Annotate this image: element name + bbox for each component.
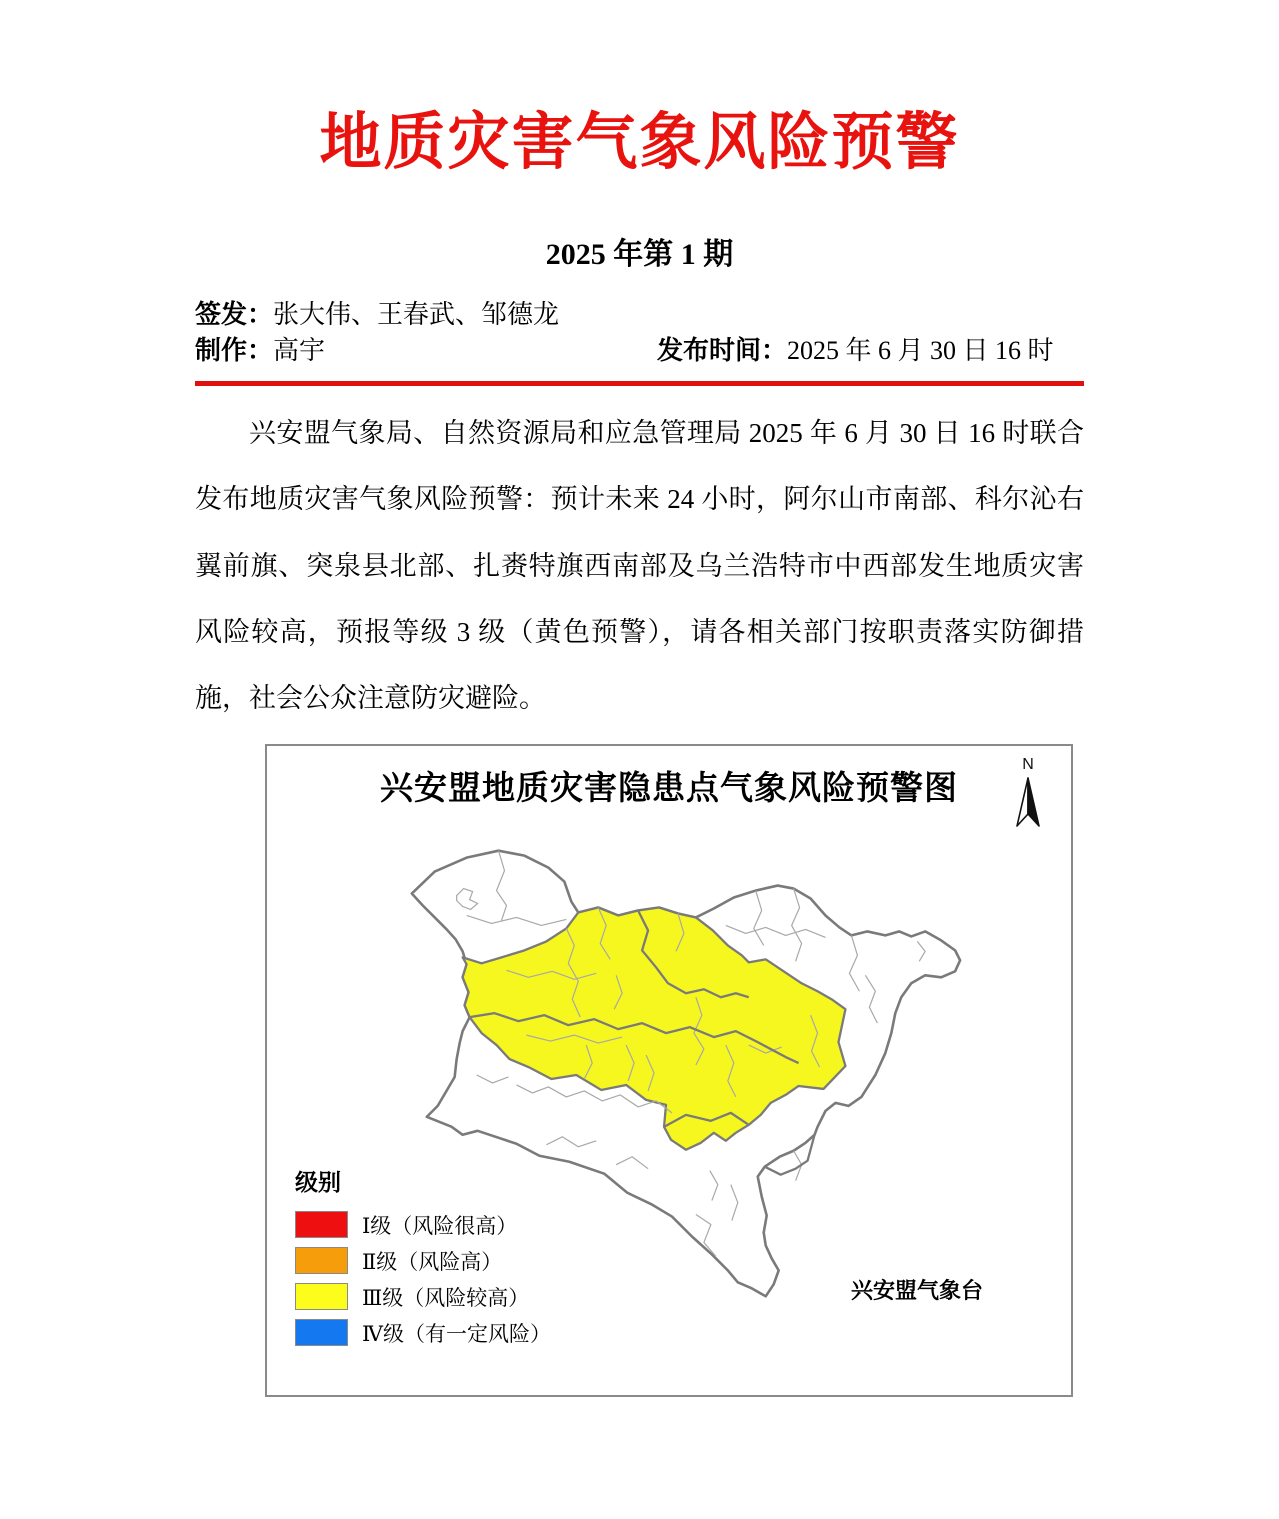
body-paragraph: 兴安盟气象局、自然资源局和应急管理局 2025 年 6 月 30 日 16 时联合发布地质灾害气象风险预警：预计未来 24 小时，阿尔山市南部、科尔沁右翼前旗、突泉县北部、扎赉特旗西南部及乌兰浩特市中西部发生地质灾害风险较高，预报等级 3 级（黄色预警），请各相关部门按职责落实防御措施，社会公众注意防灾避险。 [195,417,1084,714]
sign-names: 张大伟、王春武、邹德龙 [273,299,560,329]
level3-label: Ⅲ级（风险较高） [362,1285,530,1310]
sign-label: 签发： [195,299,274,329]
legend-item-level3 [295,1283,551,1311]
level4-label: Ⅳ级（有一定风险） [362,1321,551,1346]
warning-map-figure [265,744,1073,1397]
north-arrow-icon [1011,774,1045,832]
meta-block [195,297,1084,369]
legend-item-level2 [295,1247,551,1275]
level1-color-swatch [295,1211,348,1238]
level2-color-swatch [295,1247,348,1274]
producer-group [195,336,325,365]
publish-time: 2025 年 6 月 30 日 16 时 [787,335,1054,365]
level2-label: Ⅱ级（风险高） [362,1249,503,1274]
map-legend [295,1164,551,1355]
producer-name: 高宇 [273,335,326,365]
red-divider [195,381,1084,386]
north-arrow [1009,756,1047,837]
publish-group [657,333,1054,369]
level4-color-swatch [295,1319,348,1346]
producer-line [195,333,1084,369]
agency-label: 兴安盟气象台 [851,1277,984,1303]
legend-item-level4 [295,1319,551,1347]
legend-item-level1 [295,1211,551,1239]
publish-label: 发布时间： [657,335,788,365]
sign-line [195,297,1084,333]
issue-number: 2025 年第 1 期 [545,237,734,271]
page-title: 地质灾害气象风险预警 [319,109,960,177]
level1-label: Ⅰ级（风险很高） [362,1213,518,1238]
legend-header: 级别 [295,1168,341,1195]
north-label: N [1022,755,1034,773]
producer-label: 制作： [195,335,274,365]
map-title: 兴安盟地质灾害隐患点气象风险预警图 [380,768,958,806]
level3-color-swatch [295,1283,348,1310]
